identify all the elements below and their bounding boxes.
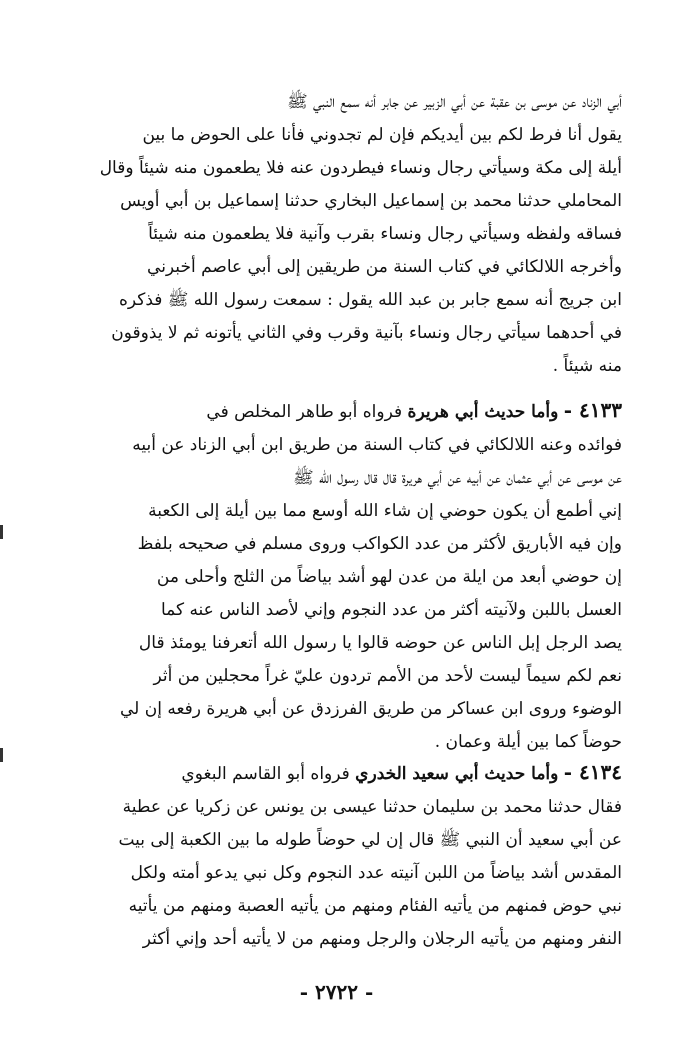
entry-first-line-text: فرواه أبو طاهر المخلص في [206, 402, 403, 422]
entry-first-line-text: فرواه أبو القاسم البغوي [181, 764, 350, 784]
text-line: وأخرجه اللالكائي في كتاب السنة من طريقين إلى أبي عاصم أخبرني [147, 257, 622, 277]
text-line: أبي الزناد عن موسى بن عقبة عن أبي الزبير عن جابر أنه سمع النبي ﷺ [287, 92, 622, 112]
entry-first-line [76, 756, 622, 791]
text-line: النفر ومنهم من يأتيه الرجلان والرجل ومنهم من لا يأتيه أحد وإني أكثر [142, 929, 622, 949]
text-line: يقول أنا فرط لكم بين أيديكم فإن لم تجدوني فأنا على الحوض ما بين [142, 125, 622, 145]
text-line: فقال حدثنا محمد بن سليمان حدثنا عيسى بن يونس عن زكريا عن عطية [122, 797, 622, 817]
text-line: عن موسى عن أبي عثمان عن أبيه عن أبي هريرة قال قال رسول الله ﷺ [293, 468, 622, 488]
text-line: وإن فيه الأباريق لأكثر من عدد الكواكب وروى مسلم في صحيحه بلفظ [137, 534, 622, 554]
text-line: المحاملي حدثنا محمد بن إسماعيل البخاري حدثنا إسماعيل بن أبي أويس [120, 191, 622, 211]
entry-heading: وأما حديث أبي هريرة [407, 402, 559, 422]
hadith-entry-4133 [76, 394, 622, 759]
text-line: أيلة إلى مكة وسيأتي رجال ونساء فيطردون عنه فلا يطعمون منه شيئاً وقال [99, 158, 622, 178]
entry-number: ٤١٣٣ - [563, 398, 622, 422]
entry-heading: وأما حديث أبي سعيد الخدري [355, 764, 559, 784]
text-line: إني أطمع أن يكون حوضي إن شاء الله أوسع مما بين أيلة إلى الكعبة [148, 501, 622, 521]
text-line: حوضاً كما بين أيلة وعمان . [434, 732, 622, 752]
entry-number: ٤١٣٤ - [563, 760, 622, 784]
text-line: العسل باللبن ولآنيته أكثر من عدد النجوم وإني لأصد الناس عنه كما [160, 600, 622, 620]
margin-mark [0, 525, 3, 539]
hadith-entry-4134 [76, 756, 622, 956]
entry-first-line [76, 394, 622, 429]
text-line: يصد الرجل إبل الناس عن حوضه قالوا يا رسول الله أتعرفنا يومئذ قال [138, 633, 622, 653]
paragraph-continuation [76, 86, 622, 383]
text-line: عن أبي سعيد أن النبي ﷺ قال إن لي حوضاً طوله ما بين الكعبة إلى بيت [118, 830, 622, 850]
text-line: في أحدهما سيأتي رجال ونساء بآنية وقرب وفي الثاني يأتونه ثم لا يذوقون [111, 323, 622, 343]
text-line: إن حوضي أبعد من ايلة من عدن لهو أشد بياضاً من الثلج وأحلى من [156, 567, 622, 587]
text-line: منه شيئاً . [552, 356, 622, 376]
text-line: نعم لكم سيماً ليست لأحد من الأمم تردون عليّ غراً محجلين من أثر [153, 666, 622, 686]
text-line: ابن جريج أنه سمع جابر بن عبد الله يقول : سمعت رسول الله ﷺ فذكره [118, 290, 622, 310]
text-line: فساقه ولفظه وسيأتي رجال ونساء بقرب وآنية فلا يطعمون منه شيئاً [148, 224, 622, 244]
text-line: المقدس أشد بياضاً من اللبن آنيته عدد النجوم وكل نبي يدعو أمته ولكل [130, 863, 622, 883]
text-line: فوائده وعنه اللالكائي في كتاب السنة من طريق ابن أبي الزناد عن أبيه [132, 435, 622, 455]
text-line: نبي حوض فمنهم من يأتيه الفئام ومنهم من يأتيه العصبة ومنهم من يأتيه [128, 896, 622, 916]
page-number: - ٢٧٢٢ - [299, 980, 374, 1004]
margin-mark [0, 748, 3, 762]
text-line: الوضوء وروى ابن عساكر من طريق الفرزدق عن أبي هريرة رفعه إن لي [119, 699, 622, 719]
